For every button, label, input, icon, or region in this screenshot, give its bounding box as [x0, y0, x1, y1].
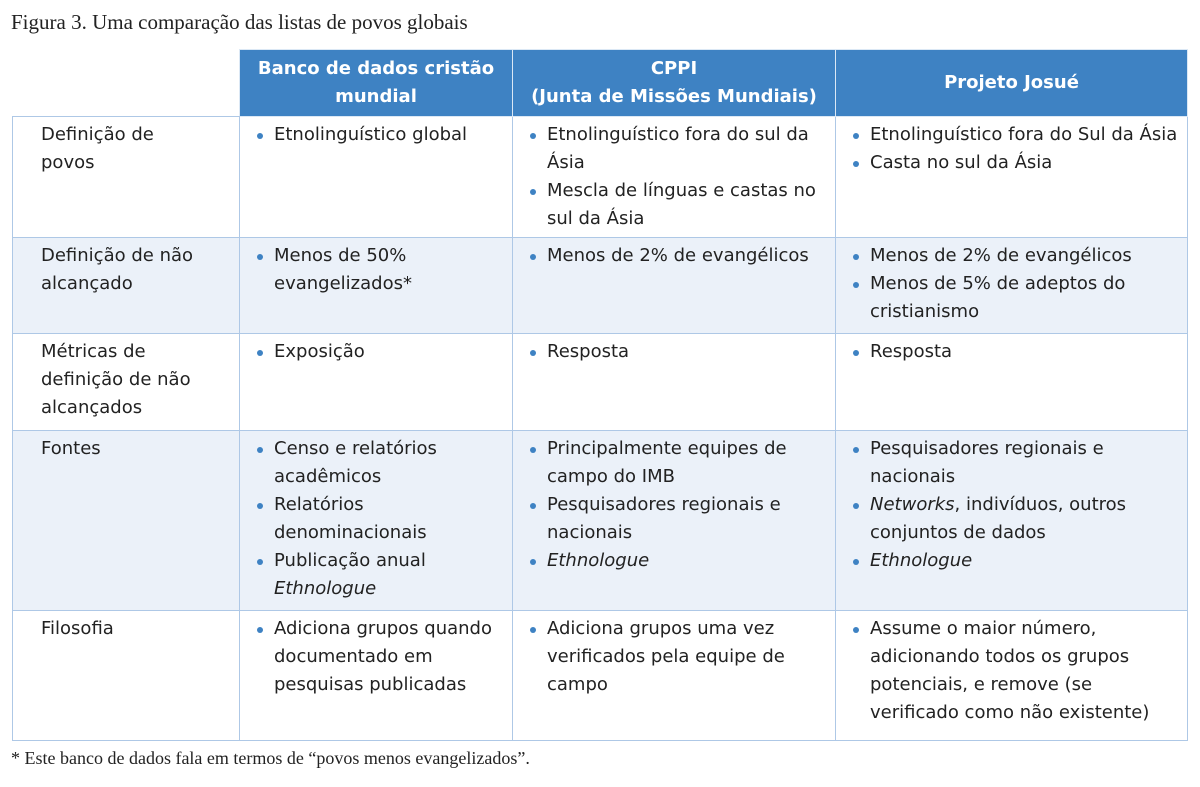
row-label: Definição de povos — [13, 117, 240, 238]
table-row — [13, 611, 1188, 741]
header-projeto-josue — [836, 50, 1188, 117]
header-cppi — [513, 50, 836, 117]
item-text: Etnolinguístico fora do Sul da Ásia — [870, 124, 1178, 145]
list-item — [521, 242, 827, 270]
row-label: Definição de não alcançado — [13, 238, 240, 334]
item-text-italic: Ethnologue — [274, 578, 377, 599]
item-text: Menos de 50% evangelizados* — [274, 245, 412, 294]
bullet-icon — [257, 350, 263, 356]
bullet-icon — [853, 503, 859, 509]
list-item — [844, 435, 1179, 491]
list-item — [248, 547, 504, 603]
bullet-icon — [257, 503, 263, 509]
item-text: Exposição — [274, 341, 365, 362]
list-item — [248, 121, 504, 149]
bullet-icon — [530, 503, 536, 509]
item-text: Adiciona grupos uma vez verificados pela equipe de campo — [547, 618, 785, 695]
cell — [240, 431, 513, 611]
bullet-icon — [530, 189, 536, 195]
bullet-icon — [853, 254, 859, 260]
list-item — [248, 491, 504, 547]
table-row — [13, 117, 1188, 238]
list-item — [521, 491, 827, 547]
header-label: Projeto Josué — [944, 72, 1079, 93]
item-text-italic: Networks — [870, 494, 955, 515]
item-text: Menos de 5% de adeptos do cristianismo — [870, 273, 1126, 322]
header-label: CPPI — [650, 58, 698, 79]
bullet-icon — [853, 447, 859, 453]
list-item — [521, 121, 827, 177]
list-item — [844, 615, 1179, 727]
list-item — [248, 435, 504, 491]
item-text: Mescla de línguas e castas no sul da Ásia — [547, 180, 816, 229]
table-row — [13, 334, 1188, 431]
cell — [836, 238, 1188, 334]
cell — [513, 334, 836, 431]
list-item — [844, 270, 1179, 326]
cell — [240, 117, 513, 238]
bullet-icon — [853, 282, 859, 288]
item-text: Casta no sul da Ásia — [870, 152, 1053, 173]
row-label: Fontes — [13, 431, 240, 611]
item-text: Pesquisadores regionais e nacionais — [547, 494, 781, 543]
item-text: Resposta — [870, 341, 953, 362]
list-item — [844, 338, 1179, 366]
bullet-icon — [530, 350, 536, 356]
list-item — [521, 615, 827, 699]
list-item — [521, 435, 827, 491]
table-row — [13, 238, 1188, 334]
cell — [240, 334, 513, 431]
bullet-icon — [530, 447, 536, 453]
item-text: Etnolinguístico global — [274, 124, 468, 145]
cell — [513, 117, 836, 238]
bullet-icon — [257, 627, 263, 633]
item-text: , indivíduos, outros conjuntos de dados — [870, 494, 1127, 543]
cell — [836, 611, 1188, 741]
footnote: * Este banco de dados fala em termos de “povos menos evangelizados”. — [11, 748, 530, 768]
row-label: Métricas de definição de não alcançados — [13, 334, 240, 431]
bullet-icon — [530, 133, 536, 139]
item-text: Pesquisadores regionais e nacionais — [870, 438, 1104, 487]
list-item — [844, 242, 1179, 270]
header-row — [13, 50, 1188, 117]
item-text: Assume o maior número, adicionando todos os grupos potenciais, e remove (se verificado como não existente) — [870, 618, 1150, 723]
list-item — [844, 121, 1179, 149]
item-text: Publicação anual — [274, 550, 426, 571]
list-item — [844, 491, 1179, 547]
item-text: Relatórios denominacionais — [274, 494, 427, 543]
bullet-icon — [257, 133, 263, 139]
cell — [240, 611, 513, 741]
table-row — [13, 431, 1188, 611]
comparison-table — [12, 49, 1188, 741]
list-item — [248, 242, 504, 298]
header-banco-de-dados — [240, 50, 513, 117]
bullet-icon — [853, 350, 859, 356]
item-text: Adiciona grupos quando documentado em pesquisas publicadas — [274, 618, 492, 695]
item-text: Censo e relatórios acadêmicos — [274, 438, 437, 487]
list-item — [844, 547, 1179, 575]
bullet-icon — [853, 161, 859, 167]
list-item — [248, 615, 504, 699]
item-text: Resposta — [547, 341, 630, 362]
bullet-icon — [853, 133, 859, 139]
list-item — [521, 177, 827, 233]
cell — [836, 117, 1188, 238]
cell — [836, 431, 1188, 611]
item-text-italic: Ethnologue — [547, 550, 650, 571]
list-item — [521, 338, 827, 366]
bullet-icon — [530, 627, 536, 633]
bullet-icon — [530, 254, 536, 260]
item-text: Etnolinguístico fora do sul da Ásia — [547, 124, 809, 173]
cell — [836, 334, 1188, 431]
cell — [513, 431, 836, 611]
item-text: Principalmente equipes de campo do IMB — [547, 438, 787, 487]
bullet-icon — [530, 559, 536, 565]
cell — [513, 238, 836, 334]
bullet-icon — [853, 559, 859, 565]
header-label: Banco de dados cristão mundial — [257, 58, 495, 107]
cell — [513, 611, 836, 741]
figure-caption: Figura 3. Uma comparação das listas de povos globais — [11, 10, 468, 34]
cell — [240, 238, 513, 334]
item-text-italic: Ethnologue — [870, 550, 973, 571]
header-sublabel: (Junta de Missões Mundiais) — [531, 86, 817, 107]
item-text: Menos de 2% de evangélicos — [870, 245, 1132, 266]
header-blank-cell — [13, 50, 240, 117]
list-item — [521, 547, 827, 575]
bullet-icon — [257, 254, 263, 260]
list-item — [248, 338, 504, 366]
row-label: Filosofia — [13, 611, 240, 741]
bullet-icon — [257, 559, 263, 565]
bullet-icon — [853, 627, 859, 633]
bullet-icon — [257, 447, 263, 453]
list-item — [844, 149, 1179, 177]
item-text: Menos de 2% de evangélicos — [547, 245, 809, 266]
